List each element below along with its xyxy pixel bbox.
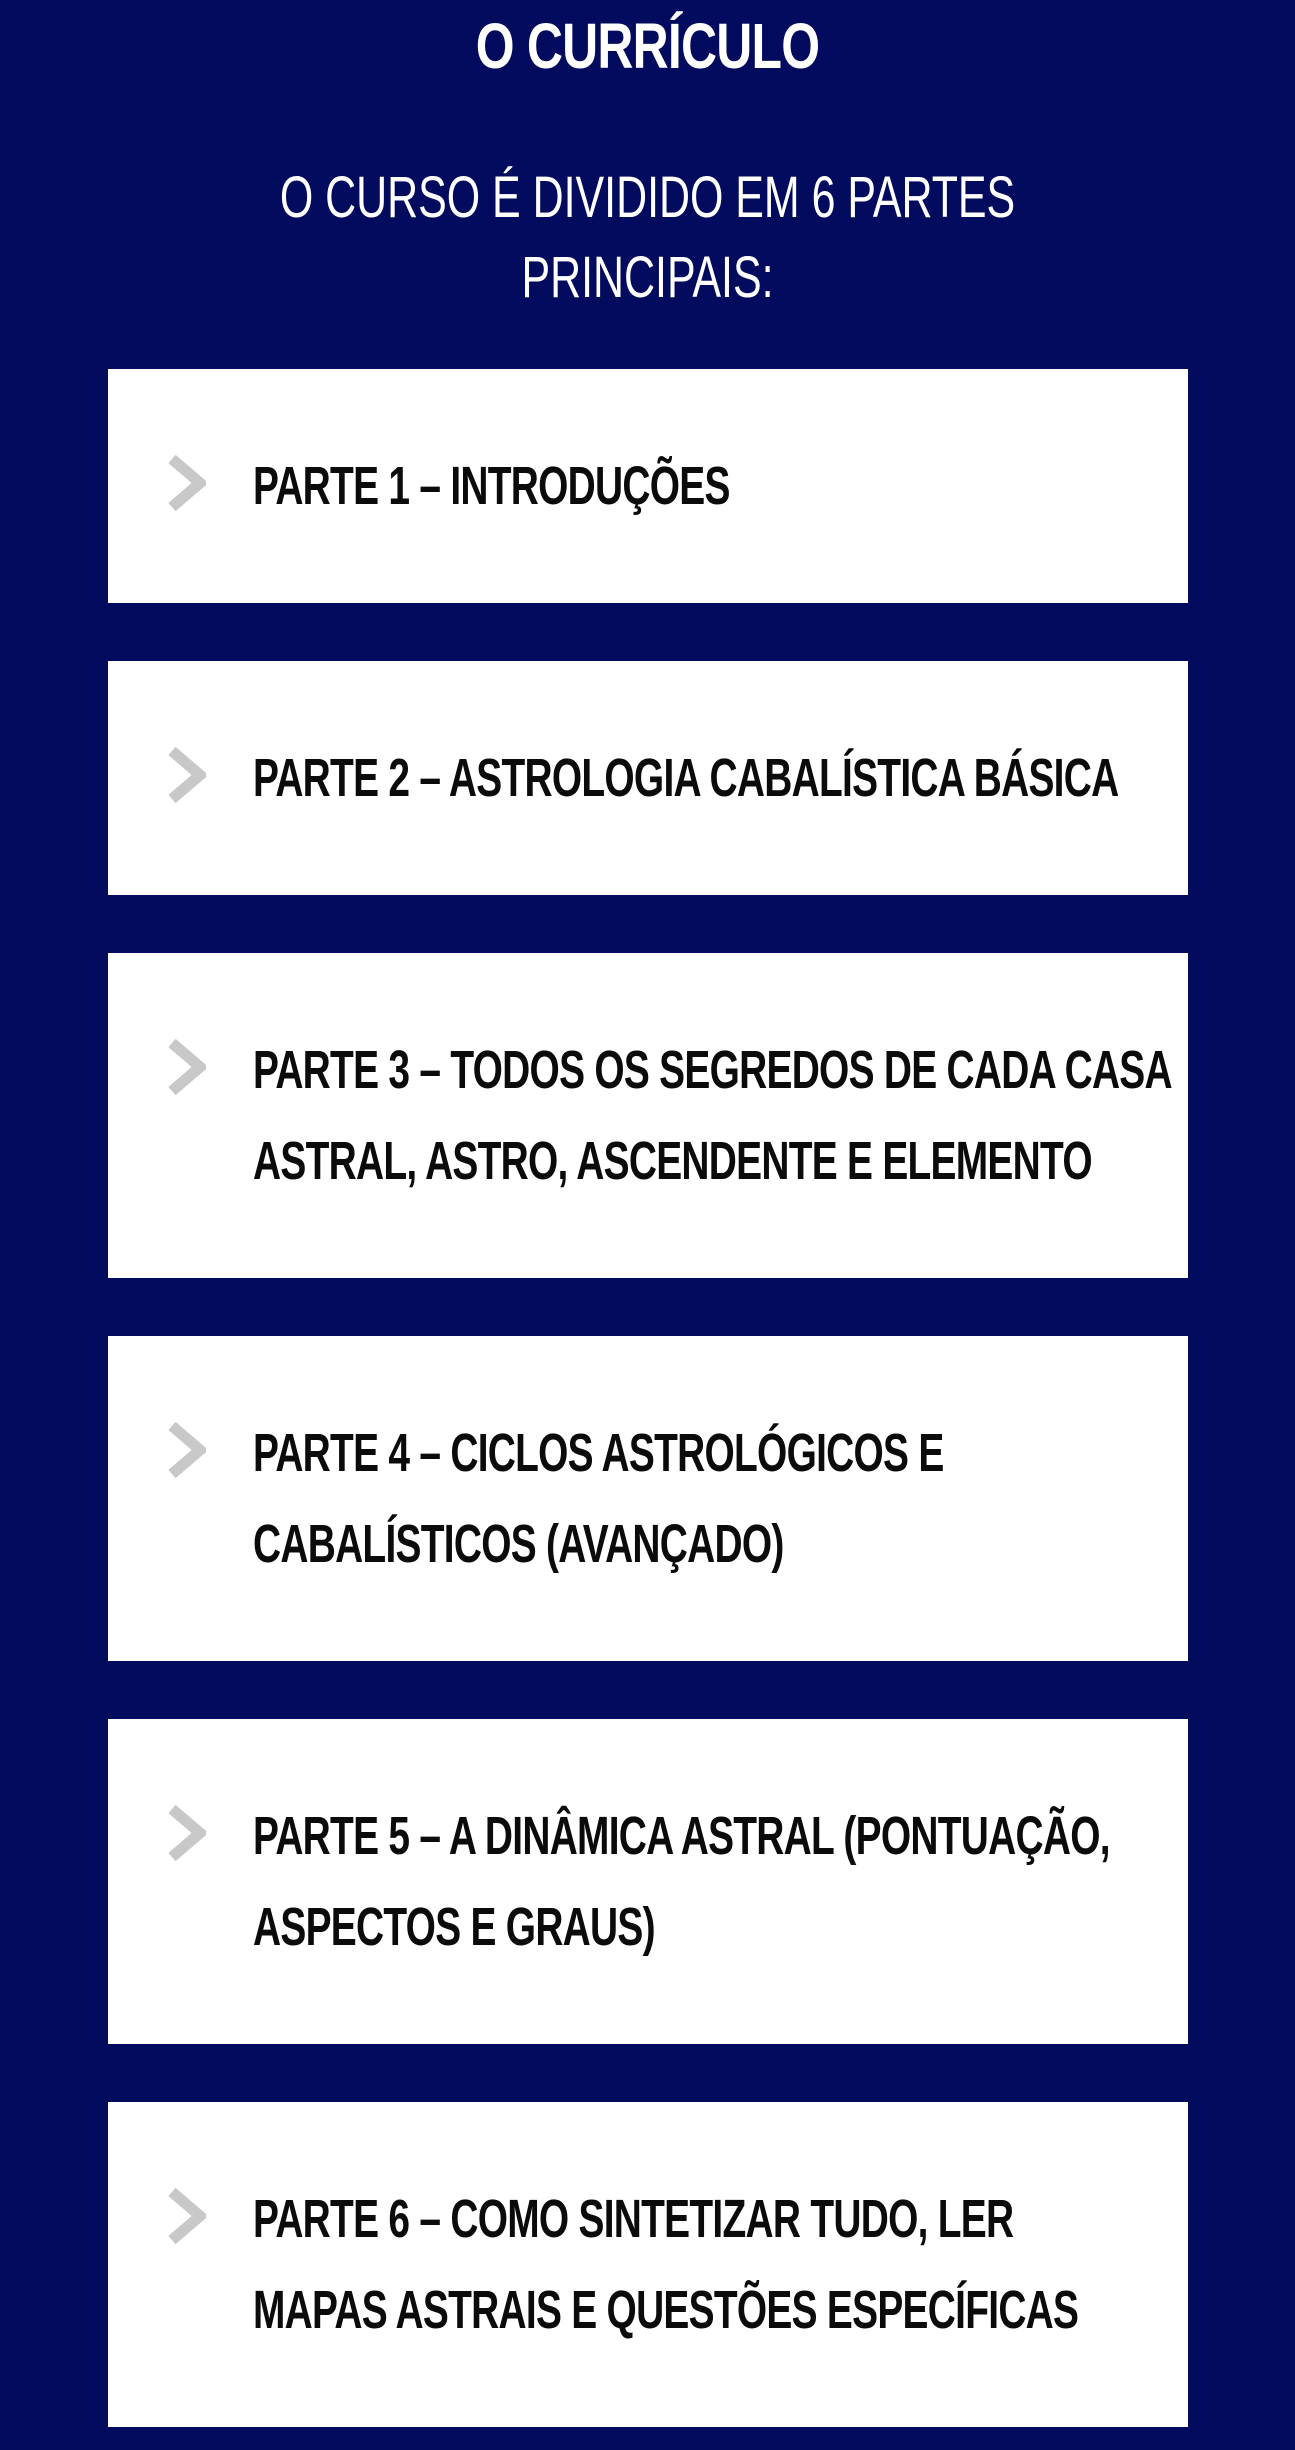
- title-line: PARTE 3 – TODOS OS SEGREDOS DE CADA CASA: [253, 1040, 1172, 1100]
- title-line: PARTE 4 – CICLOS ASTROLÓGICOS E: [253, 1423, 944, 1483]
- chevron-right-icon: [166, 2188, 206, 2244]
- accordion-item-part-6[interactable]: [108, 2102, 1188, 2427]
- title-line: PARTE 6 – COMO SINTETIZAR TUDO, LER: [253, 2189, 1014, 2249]
- section-subtitle: O CURSO É DIVIDIDO EM 6 PARTES PRINCIPAIS:: [279, 165, 1016, 310]
- accordion-item-part-4[interactable]: [108, 1336, 1188, 1661]
- title-line: ASTRAL, ASTRO, ASCENDENTE E ELEMENTO: [253, 1131, 1092, 1191]
- accordion-item-title: [253, 1025, 1172, 1207]
- chevron-right-icon: [166, 1805, 206, 1861]
- title-line: CABALÍSTICOS (AVANÇADO): [253, 1514, 784, 1574]
- accordion-item-title: [253, 733, 1119, 824]
- accordion-item-part-5[interactable]: [108, 1719, 1188, 2044]
- accordion-item-title: [253, 1791, 1110, 1973]
- accordion-item-title: [253, 1408, 944, 1590]
- chevron-right-icon: [166, 455, 206, 511]
- title-line: PARTE 2 – ASTROLOGIA CABALÍSTICA BÁSICA: [253, 748, 1119, 808]
- title-line: PARTE 1 – INTRODUÇÕES: [253, 456, 730, 516]
- title-line: ASPECTOS E GRAUS): [253, 1897, 655, 1957]
- accordion-item-part-1[interactable]: [108, 369, 1188, 603]
- title-line: PARTE 5 – A DINÂMICA ASTRAL (PONTUAÇÃO,: [253, 1806, 1110, 1866]
- accordion-item-title: [253, 2174, 1079, 2356]
- chevron-right-icon: [166, 747, 206, 803]
- title-line: MAPAS ASTRAIS E QUESTÕES ESPECÍFICAS: [253, 2280, 1079, 2340]
- chevron-right-icon: [166, 1039, 206, 1095]
- section-title: O CURRÍCULO: [475, 10, 820, 82]
- accordion-item-part-2[interactable]: [108, 661, 1188, 895]
- accordion-item-part-3[interactable]: [108, 953, 1188, 1278]
- accordion-item-title: [253, 441, 887, 532]
- chevron-right-icon: [166, 1422, 206, 1478]
